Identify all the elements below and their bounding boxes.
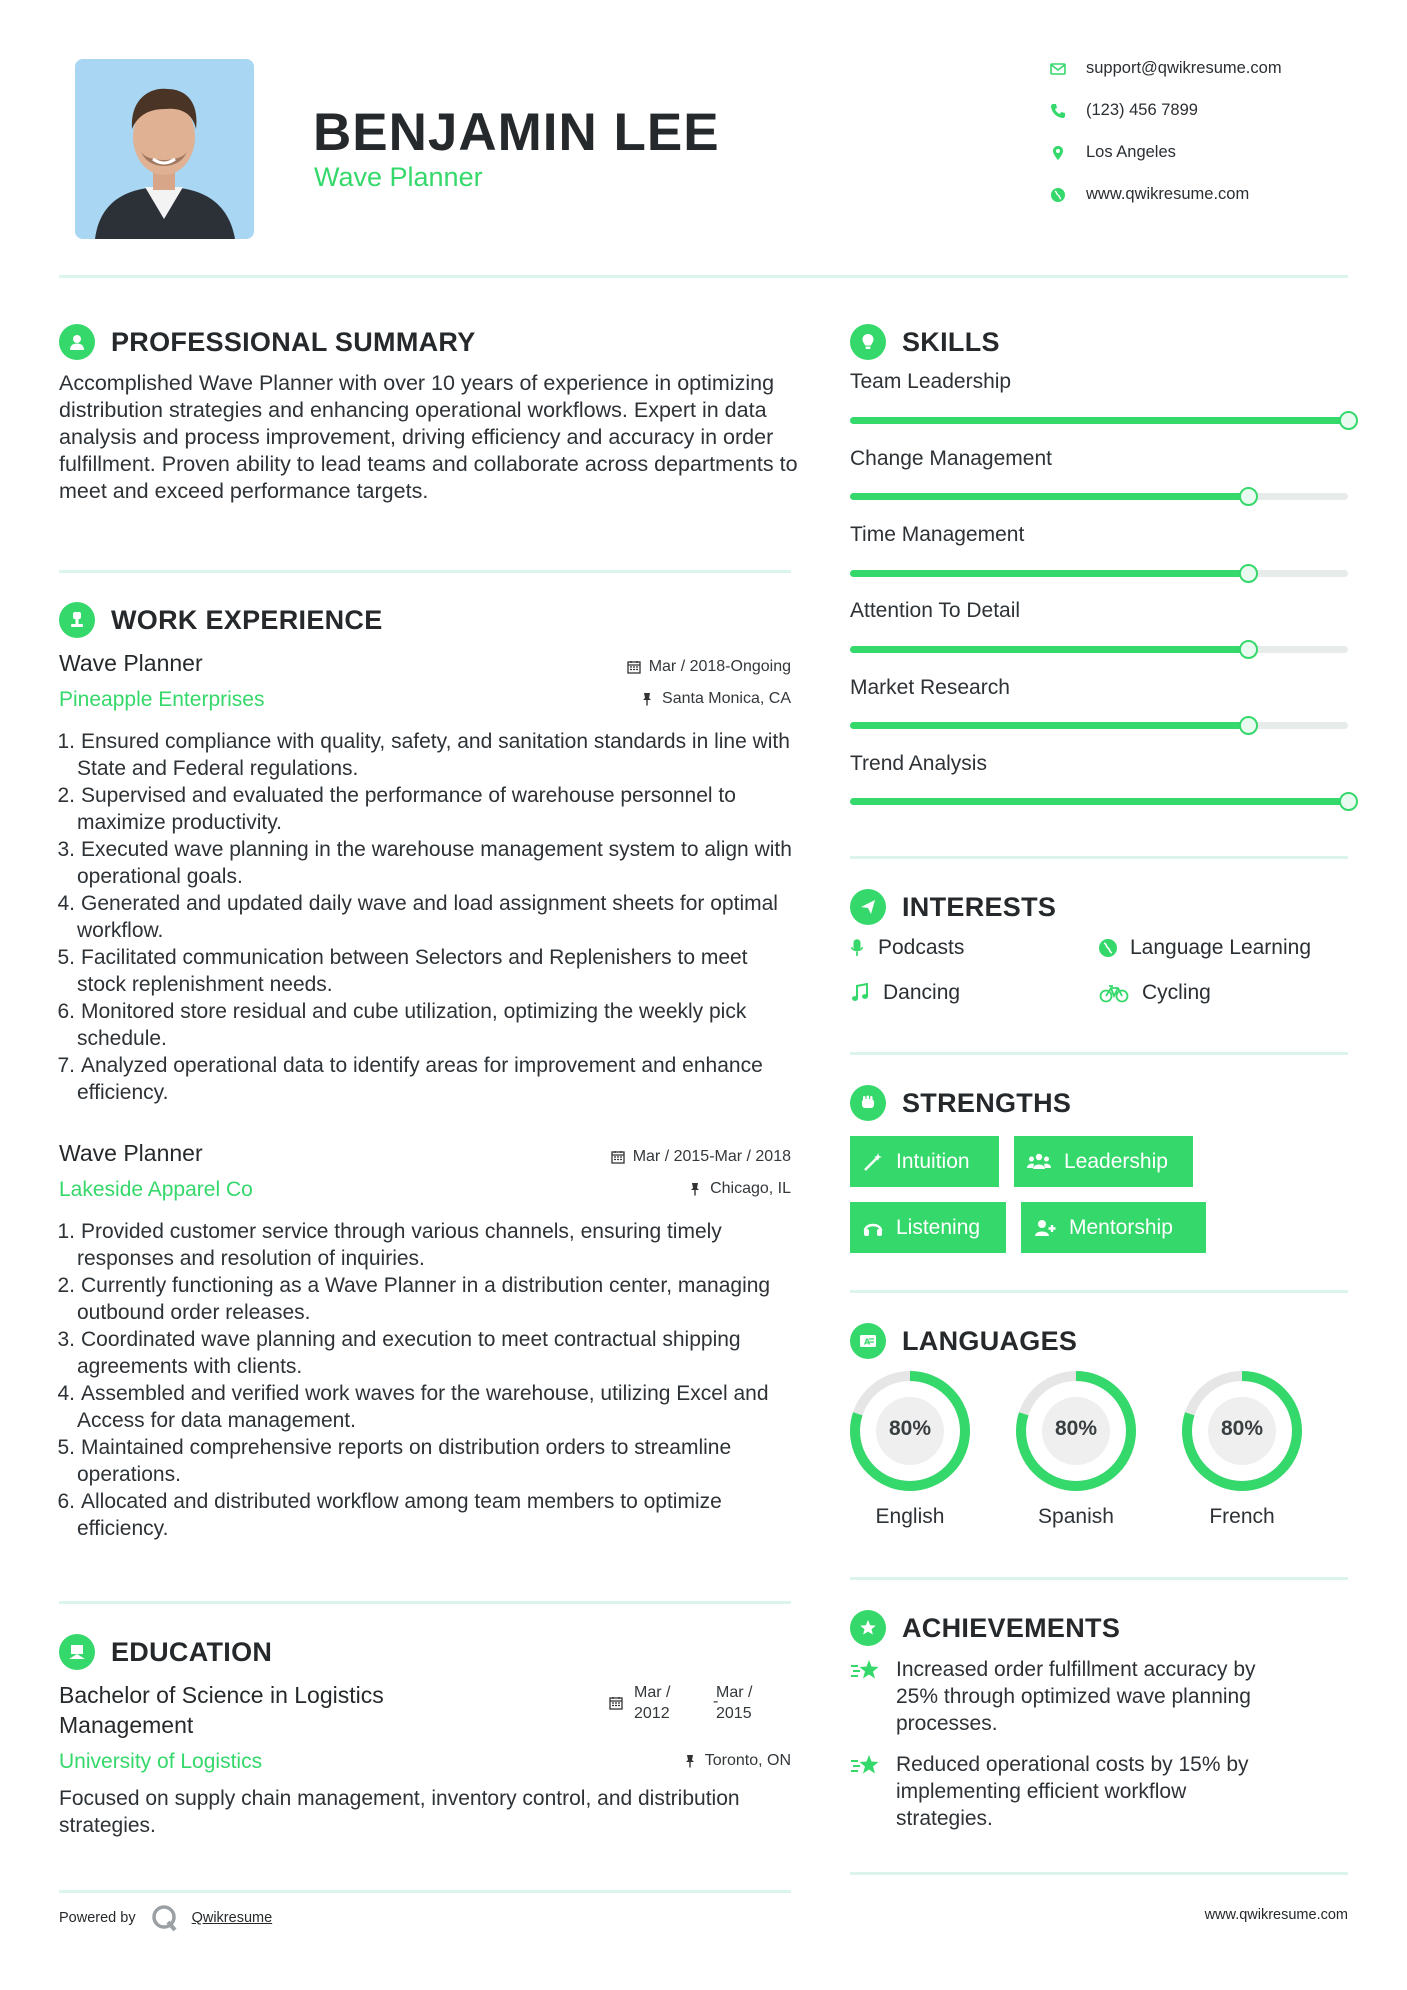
achievement-line: implementing efficient workflow [896, 1780, 1187, 1803]
education-end-date: Mar / 2015 [716, 1684, 753, 1722]
strength-label: Intuition [896, 1149, 970, 1173]
language-ring [1015, 1370, 1137, 1492]
skills-heading-text: SKILLS [902, 326, 1000, 357]
globe-icon [1098, 938, 1118, 958]
footer-brand-link[interactable]: Qwikresume [191, 1910, 273, 1926]
briefcase-icon [59, 602, 95, 638]
interest-label: Language Learning [1130, 936, 1312, 959]
skill-bar-knob [1339, 792, 1358, 811]
language-label: Spanish [1038, 1505, 1114, 1528]
strength-chip [850, 1202, 1006, 1253]
achievement-line: Reduced operational costs by 15% by [896, 1753, 1249, 1776]
interest-item [850, 936, 964, 960]
job-location-text: Chicago, IL [710, 1180, 791, 1197]
achievement-line: 25% through optimized wave planning [896, 1685, 1251, 1708]
skill-bar-fill [850, 646, 1248, 653]
skill-label: Time Management [850, 523, 1025, 546]
user-plus-icon [1033, 1217, 1057, 1239]
education-location-text: Toronto, ON [704, 1752, 791, 1769]
interest-item [1098, 981, 1211, 1005]
interest-label: Podcasts [878, 936, 965, 959]
strength-chip [850, 1136, 999, 1187]
experience-heading [59, 602, 383, 638]
user-icon [59, 324, 95, 360]
skill-label: Change Management [850, 447, 1052, 470]
calendar-icon [611, 1150, 625, 1164]
contact-phone[interactable] [1050, 101, 1198, 120]
strengths-heading-text: STRENGTHS [902, 1087, 1072, 1118]
achievement-line: strategies. [896, 1807, 993, 1830]
job-location-text: Santa Monica, CA [662, 690, 791, 707]
interest-label: Cycling [1142, 981, 1211, 1004]
achievements-heading-text: ACHIEVEMENTS [902, 1612, 1121, 1643]
skill-bar-fill [850, 493, 1248, 500]
language-ring [1181, 1370, 1303, 1492]
language-percent: 80% [888, 1417, 932, 1440]
paper-plane-icon [850, 889, 886, 925]
job-bullet: 7. Analyzed operational data to identify areas for improvement and enhance efficiency. [57, 1054, 763, 1104]
skill-bar-knob [1239, 716, 1258, 735]
job-date-text: Mar / 2015-Mar / 2018 [632, 1148, 791, 1165]
skill-bar-fill [850, 722, 1248, 729]
powered-by-text: Powered by [59, 1910, 136, 1926]
map-pin-icon [1050, 145, 1066, 161]
language-label: English [875, 1505, 945, 1528]
phone-icon [1050, 103, 1066, 119]
pushpin-icon [640, 692, 654, 706]
candidate-title: Wave Planner [314, 162, 483, 192]
skills-divider [850, 856, 1348, 859]
language-card-icon [850, 1323, 886, 1359]
music-note-icon [850, 983, 870, 1003]
calendar-icon [609, 1696, 623, 1710]
job-date [491, 1148, 791, 1166]
skill-bar [850, 570, 1348, 577]
skill-bar [850, 722, 1348, 729]
job-bullet: 1. Ensured compliance with quality, safety, and sanitation standards in line with State and Federal regulations. [57, 730, 790, 780]
contact-email[interactable] [1050, 59, 1282, 78]
envelope-icon [1050, 61, 1066, 77]
candidate-name: BENJAMIN LEE [313, 103, 720, 162]
job-title: Wave Planner [59, 650, 203, 676]
skill-bar-fill [850, 798, 1348, 805]
graduation-icon [59, 1634, 95, 1670]
skill-bar-knob [1239, 487, 1258, 506]
languages-divider [850, 1577, 1348, 1580]
interests-heading-text: INTERESTS [902, 891, 1057, 922]
language-percent: 80% [1054, 1417, 1098, 1440]
contact-website-text: www.qwikresume.com [1086, 185, 1250, 203]
interests-divider [850, 1052, 1348, 1055]
job-title: Wave Planner [59, 1140, 203, 1166]
strength-chip [1014, 1136, 1193, 1187]
job-location [491, 690, 791, 708]
strength-chip [1021, 1202, 1206, 1253]
magic-wand-icon [862, 1151, 884, 1173]
skill-bar [850, 646, 1348, 653]
skill-bar-knob [1339, 411, 1358, 430]
job-location [491, 1180, 791, 1198]
microphone-icon [850, 938, 864, 958]
interests-heading [850, 889, 1056, 925]
summary-heading-text: PROFESSIONAL SUMMARY [111, 326, 476, 357]
headphones-icon [862, 1217, 884, 1239]
education-location [491, 1752, 791, 1770]
job-bullet: 3. Executed wave planning in the warehouse management system to align with operational goals. [57, 838, 792, 888]
skill-bar [850, 417, 1348, 424]
job-bullet: 3. Coordinated wave planning and execution to meet contractual shipping agreements with clients. [57, 1328, 741, 1378]
job-date [491, 658, 791, 676]
calendar-icon [627, 660, 641, 674]
skill-bar-knob [1239, 564, 1258, 583]
contact-location-text: Los Angeles [1086, 143, 1176, 161]
contact-phone-text: (123) 456 7899 [1086, 101, 1198, 119]
date-separator: - [713, 1693, 719, 1710]
summary-text: Accomplished Wave Planner with over 10 years of experience in optimizing distribution strategies and enhancing operational workflows. Expert in data analysis and process improvement, driving efficiency and accuracy in order fulfillment. Proven ability to lead teams and collaborate across departments to meet and exceed performance targets. [59, 371, 798, 503]
achievements-heading [850, 1610, 1120, 1646]
experience-heading-text: WORK EXPERIENCE [111, 604, 383, 635]
achievements-divider [850, 1872, 1348, 1875]
education-start-date: Mar / 2012 [634, 1684, 671, 1722]
strengths-divider [850, 1290, 1348, 1293]
contact-location [1050, 143, 1176, 162]
interest-item [1098, 936, 1311, 960]
job-bullet: 6. Monitored store residual and cube utilization, optimizing the weekly pick schedule. [57, 1000, 747, 1050]
footer-website[interactable]: www.qwikresume.com [1204, 1907, 1348, 1923]
skill-bar-knob [1239, 640, 1258, 659]
pushpin-icon [683, 1754, 697, 1768]
language-ring [849, 1370, 971, 1492]
summary-heading [59, 324, 476, 360]
job-company: Lakeside Apparel Co [59, 1178, 253, 1201]
contact-website[interactable] [1050, 185, 1249, 204]
skill-label: Trend Analysis [850, 752, 987, 775]
job-date-text: Mar / 2018-Ongoing [648, 658, 791, 675]
skill-label: Attention To Detail [850, 599, 1021, 622]
globe-icon [1050, 187, 1066, 203]
achievement-line: Increased order fulfillment accuracy by [896, 1658, 1256, 1681]
education-description: Focused on supply chain management, inventory control, and distribution strategies. [59, 1787, 740, 1837]
header-divider [59, 275, 1348, 278]
interest-label: Dancing [883, 981, 961, 1004]
star-badge-icon [850, 1610, 886, 1646]
languages-heading-text: LANGUAGES [902, 1325, 1078, 1356]
contact-email-text: support@qwikresume.com [1086, 59, 1282, 77]
language-label: French [1209, 1505, 1275, 1528]
education-heading-text: EDUCATION [111, 1636, 273, 1667]
interest-item [850, 981, 960, 1005]
skill-bar-fill [850, 570, 1248, 577]
languages-heading [850, 1323, 1077, 1359]
star-icon [850, 1658, 882, 1684]
star-icon [850, 1753, 882, 1779]
degree-title [59, 1680, 384, 1740]
job-bullets [59, 728, 799, 1106]
skill-label: Team Leadership [850, 370, 1012, 393]
strengths-heading [850, 1085, 1071, 1121]
skill-bar-fill [850, 417, 1348, 424]
strength-label: Listening [896, 1215, 981, 1239]
job-bullet: 2. Currently functioning as a Wave Planner in a distribution center, managing outbound order releases. [57, 1274, 771, 1324]
degree-line: Management [59, 1712, 194, 1738]
footer-powered-by [59, 1903, 272, 1933]
job-company: Pineapple Enterprises [59, 688, 265, 711]
lightbulb-icon [850, 324, 886, 360]
job-bullet: 5. Facilitated communication between Selectors and Replenishers to meet stock replenishment needs. [57, 946, 748, 996]
experience-divider [59, 1601, 791, 1604]
job-bullet: 4. Assembled and verified work waves for the warehouse, utilizing Excel and Access for data management. [57, 1382, 769, 1432]
users-icon [1026, 1151, 1052, 1173]
education-heading [59, 1634, 272, 1670]
achievement-line: processes. [896, 1712, 998, 1735]
education-divider [59, 1890, 791, 1893]
profile-photo [75, 59, 254, 239]
pushpin-icon [688, 1182, 702, 1196]
job-bullet: 1. Provided customer service through various channels, ensuring timely responses and resolution of inquiries. [57, 1220, 722, 1270]
school-name: University of Logistics [59, 1750, 263, 1773]
skill-label: Market Research [850, 676, 1010, 699]
degree-line: Bachelor of Science in Logistics [59, 1682, 384, 1708]
qwikresume-logo-icon [150, 1903, 180, 1933]
job-bullet: 6. Allocated and distributed workflow among team members to optimize efficiency. [57, 1490, 722, 1540]
skill-bar [850, 493, 1348, 500]
avatar [75, 59, 254, 239]
skill-bar [850, 798, 1348, 805]
language-percent: 80% [1220, 1417, 1264, 1440]
summary-divider [59, 570, 791, 573]
job-bullet: 4. Generated and updated daily wave and load assignment sheets for optimal workflow. [57, 892, 778, 942]
strength-label: Leadership [1064, 1149, 1168, 1173]
strength-label: Mentorship [1069, 1215, 1173, 1239]
svg-text:A: A [864, 1337, 871, 1347]
job-bullet: 5. Maintained comprehensive reports on distribution orders to streamline operations. [57, 1436, 732, 1486]
skills-heading [850, 324, 1000, 360]
job-bullet: 2. Supervised and evaluated the performance of warehouse personnel to maximize productivity. [57, 784, 736, 834]
job-bullets [59, 1218, 779, 1542]
bicycle-icon [1098, 983, 1130, 1003]
fist-icon [850, 1085, 886, 1121]
